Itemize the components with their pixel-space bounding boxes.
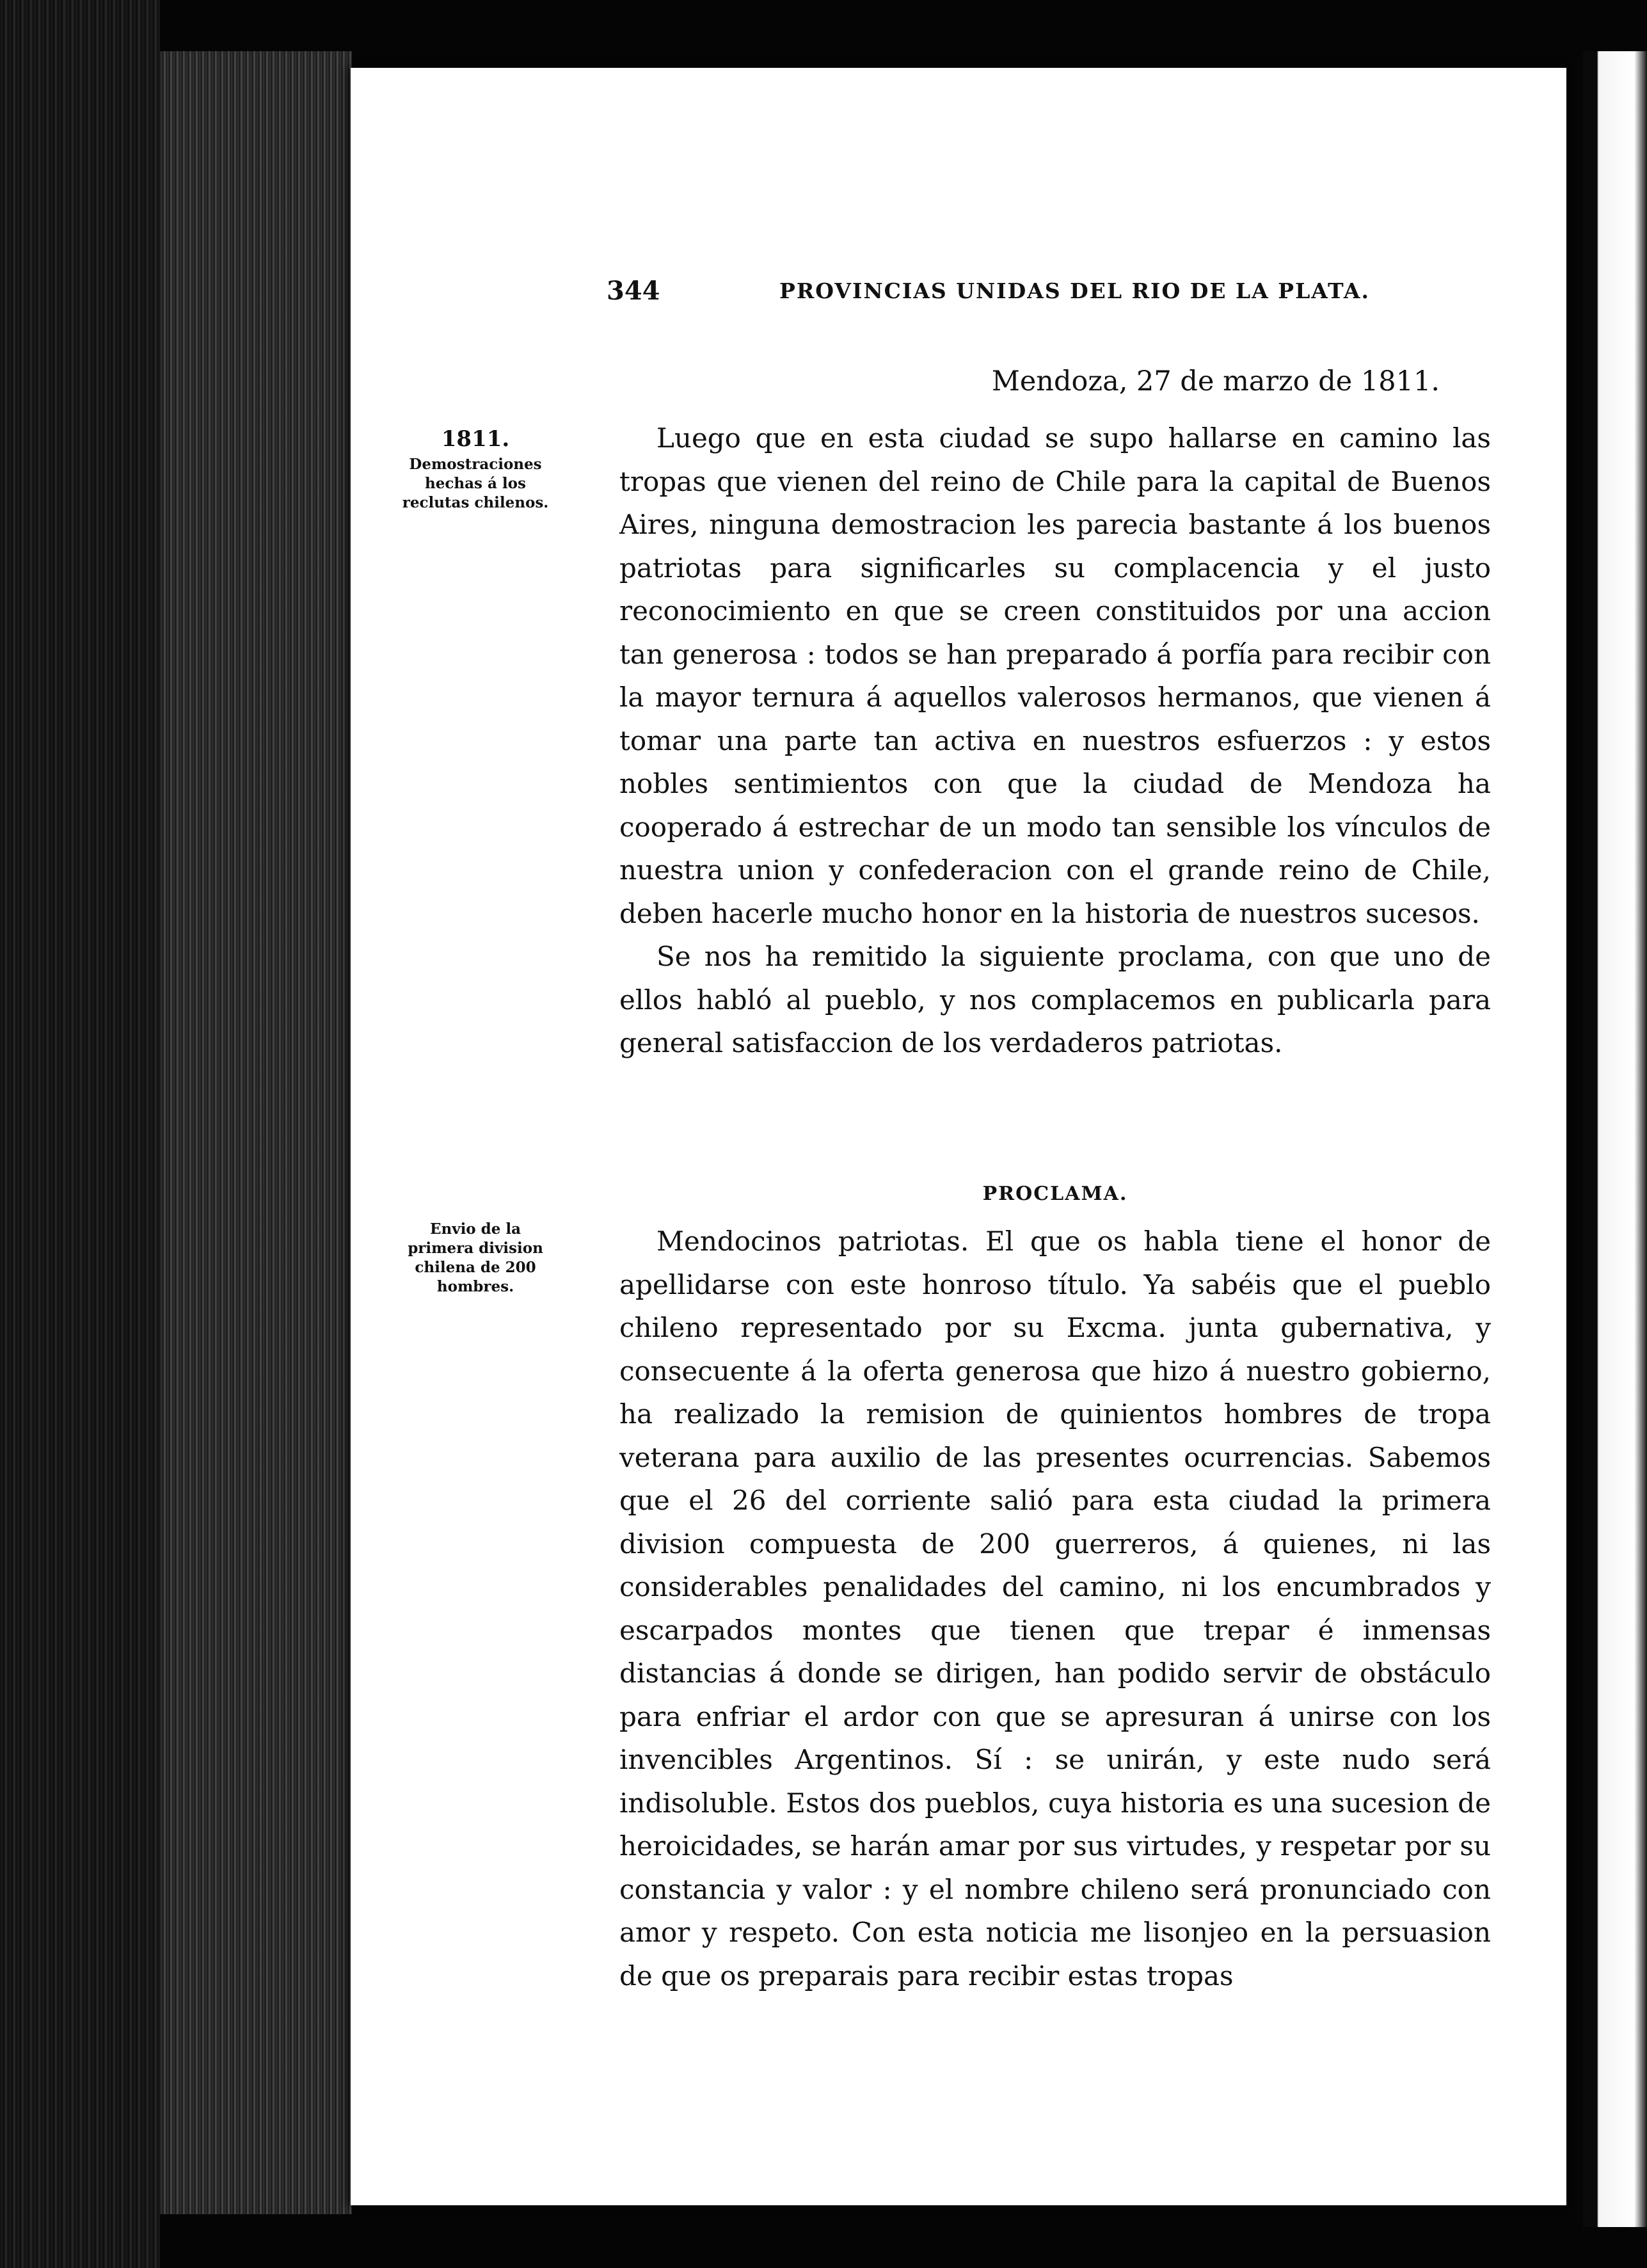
paragraph-3: Mendocinos patriotas. El que os habla tiene el honor de apellidarse con este honroso título. Ya sabéis que el pueblo chileno representado por su Excma. junta gubernativa, y consecuente á la oferta generosa que hizo á nuestro gobierno, ha realizado la remision de quinientos hombres de tropa veterana para auxilio de las presentes ocurrencias. Sabemos que el 26 del corriente salió para esta ciudad la primera division compuesta de 200 guerreros, á quienes, ni las considerables penalidades del camino, ni los encumbrados y escarpados montes que tienen que trepar é inmensas distancias á donde se dirigen, han podido servir de obstáculo para enfriar el ardor con que se apresuran á unirse con los invencibles Argentinos. Sí : se unirán, y este nudo será indisoluble. Estos dos pueblos, cuya historia es una sucesion de heroicidades, se harán amar por sus virtudes, y respetar por su constancia y valor : y el nombre chileno será pronunciado con amor y respeto. Con esta noticia me lisonjeo en la persuasion de que os preparais para recibir estas tropas [619, 1226, 1491, 1992]
proclama-heading: PROCLAMA. [982, 1183, 1128, 1205]
dateline: Mendoza, 27 de marzo de 1811. [991, 365, 1440, 397]
margin-note-2 [395, 1220, 555, 1297]
book-spine [0, 0, 160, 2268]
margin-note-1 [395, 426, 555, 513]
margin-note-year: 1811. [441, 426, 510, 452]
running-title: PROVINCIAS UNIDAS DEL RIO DE LA PLATA. [779, 278, 1370, 303]
body-intro [619, 417, 1491, 1065]
margin-note-text: Demostraciones hechas á los reclutas chilenos. [402, 456, 549, 511]
body-proclama [619, 1220, 1491, 1997]
paragraph-2: Se nos ha remitido la siguiente proclama, con que uno de ellos habló al pueblo, y nos complacemos en publicarla para general satisfaccion de los verdaderos patriotas. [619, 941, 1491, 1058]
paragraph-1: Luego que en esta ciudad se supo hallarse en camino las tropas que vienen del reino de Chile para la capital de Buenos Aires, ninguna demostracion les parecia bastante á los buenos patriotas para significarles su complacencia y el justo reconocimiento en que se creen constituidos por una accion tan generosa : todos se han preparado á porfía para recibir con la mayor ternura á aquellos valerosos hermanos, que vienen á tomar una parte tan activa en nuestros esfuerzos : y estos nobles sentimientos con que la ciudad de Mendoza ha cooperado á estrechar de un modo tan sensible los vínculos de nuestra union y confederacion con el grande reino de Chile, deben hacerle mucho honor en la historia de nuestros sucesos. [619, 422, 1491, 929]
page-header [607, 276, 1490, 314]
page-number: 344 [607, 276, 660, 306]
book-page [351, 68, 1566, 2205]
page-edges [160, 51, 352, 2214]
next-page-edge [1583, 51, 1647, 2227]
margin-note-text: Envio de la primera division chilena de 200 hombres. [408, 1220, 543, 1295]
